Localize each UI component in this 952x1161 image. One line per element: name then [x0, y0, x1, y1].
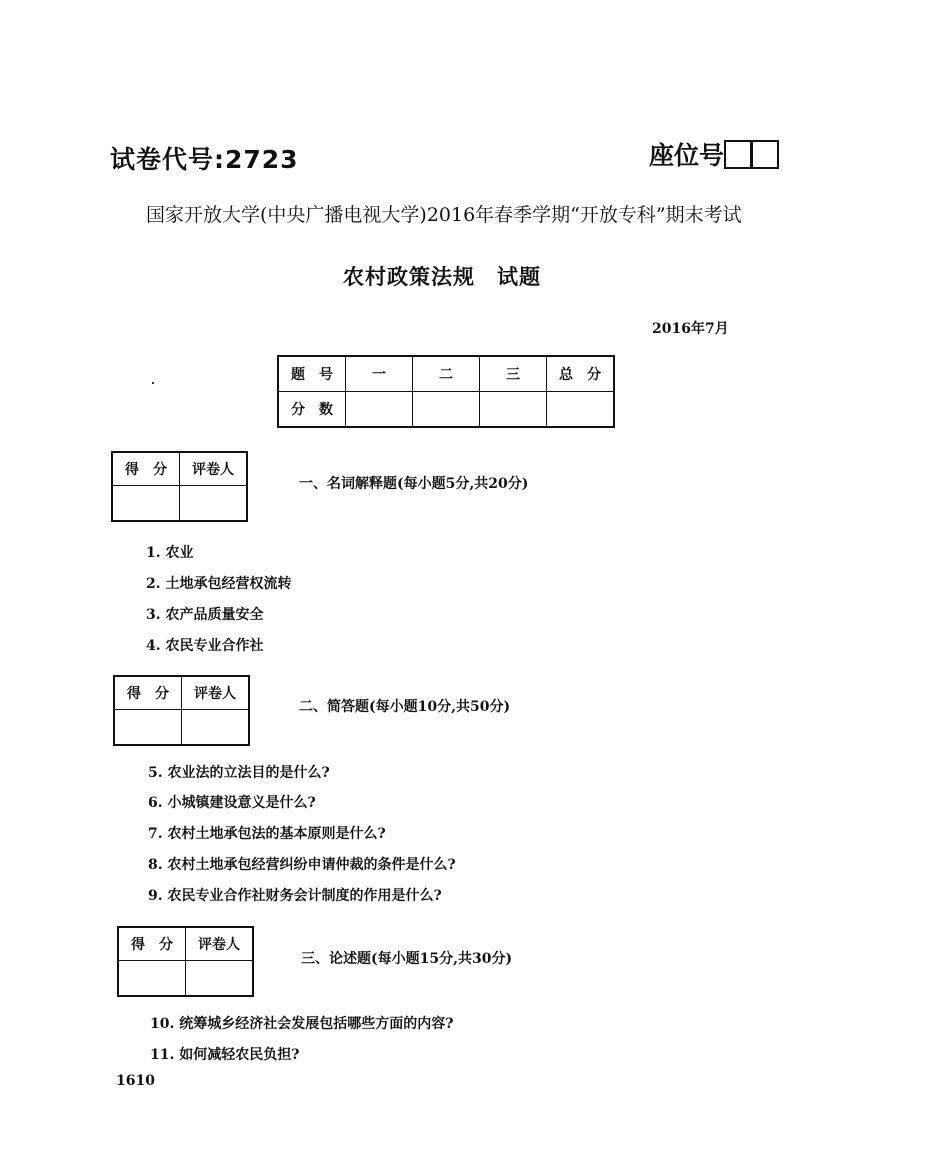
score-table: [277, 355, 615, 428]
paper-code: 试卷代号:2723: [110, 145, 299, 174]
score-cell: [413, 392, 480, 428]
score-table-header-row: [278, 356, 614, 392]
grader-score-cell: [112, 486, 180, 522]
score-cell: [346, 392, 413, 428]
grader-name-label: 评卷人: [186, 927, 254, 961]
section-title: 一、名词解释题(每小题5分,共20分): [299, 476, 529, 492]
grader-name-cell: [186, 961, 254, 997]
seat-box-left: [724, 140, 752, 169]
question: 10. 统筹城乡经济社会发展包括哪些方面的内容?: [150, 1016, 454, 1032]
grader-box: [117, 926, 254, 997]
question: 9. 农民专业合作社财务会计制度的作用是什么?: [148, 888, 442, 904]
question: 11. 如何减轻农民负担?: [150, 1047, 300, 1063]
question: 2. 土地承包经营权流转: [146, 576, 292, 592]
exam-date: 2016年7月: [652, 321, 729, 337]
question: 1. 农业: [146, 545, 194, 561]
score-cell-header: 三: [480, 356, 547, 392]
section-title: 三、论述题(每小题15分,共30分): [301, 951, 513, 967]
grader-score-label: 得 分: [118, 927, 186, 961]
grader-name-label: 评卷人: [180, 452, 248, 486]
score-cell: [547, 392, 615, 428]
grader-name-label: 评卷人: [182, 676, 250, 710]
exam-title: 农村政策法规 试题: [343, 265, 541, 289]
grader-box: [113, 675, 250, 746]
question: 7. 农村土地承包法的基本原则是什么?: [148, 826, 386, 842]
grader-score-label: 得 分: [112, 452, 180, 486]
grader-name-cell: [182, 710, 250, 746]
score-cell-header: 总 分: [547, 356, 615, 392]
score-cell-header: 题 号: [278, 356, 346, 392]
score-cell-label: 分 数: [278, 392, 346, 428]
seat-box-right: [752, 140, 779, 169]
question: 5. 农业法的立法目的是什么?: [148, 765, 330, 781]
grader-score-cell: [114, 710, 182, 746]
section-title: 二、简答题(每小题10分,共50分): [299, 699, 511, 715]
score-cell-header: 二: [413, 356, 480, 392]
grader-name-cell: [180, 486, 248, 522]
question: 8. 农村土地承包经营纠纷申请仲裁的条件是什么?: [148, 857, 456, 873]
question: 4. 农民专业合作社: [146, 638, 264, 654]
grader-score-label: 得 分: [114, 676, 182, 710]
question: 3. 农产品质量安全: [146, 607, 264, 623]
grader-box: [111, 451, 248, 522]
page-number: 1610: [116, 1073, 155, 1089]
question: 6. 小城镇建设意义是什么?: [148, 795, 316, 811]
score-cell-header: 一: [346, 356, 413, 392]
score-table-value-row: [278, 392, 614, 428]
score-cell: [480, 392, 547, 428]
scan-speck: [152, 382, 154, 384]
grader-score-cell: [118, 961, 186, 997]
university-line: 国家开放大学(中央广播电视大学)2016年春季学期“开放专科”期末考试: [146, 204, 742, 226]
seat-label: 座位号: [649, 141, 725, 170]
seat-number: [649, 136, 779, 172]
